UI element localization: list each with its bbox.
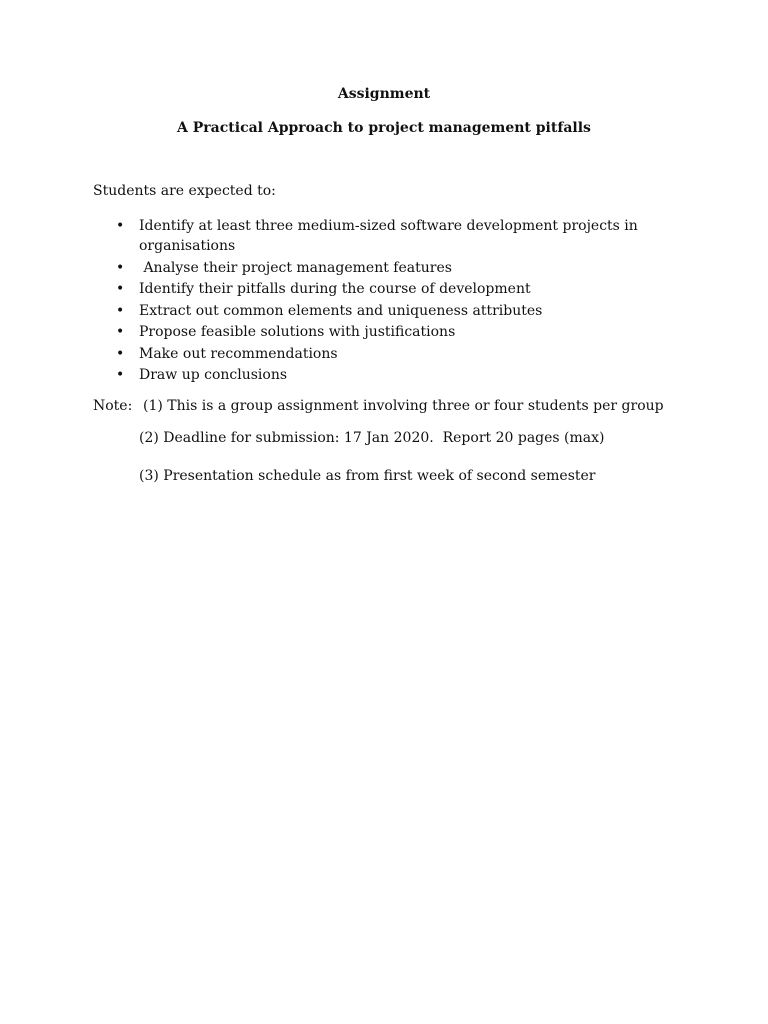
list-item <box>0 279 639 299</box>
list-item <box>0 216 639 256</box>
document-heading: Assignment <box>337 86 431 102</box>
list-item <box>0 344 639 364</box>
bullet-icon: • <box>116 281 125 297</box>
list-item <box>0 365 639 385</box>
note-label: Note: <box>93 398 133 414</box>
bullet-icon: • <box>116 302 125 319</box>
requirements-list <box>0 216 768 387</box>
list-item-text: Extract out common elements and uniqueness attributes <box>139 302 543 319</box>
list-item <box>0 258 639 278</box>
list-item-text: Identify their pitfalls during the course of development <box>139 281 531 297</box>
bullet-icon: • <box>116 345 125 362</box>
list-item-text: Draw up conclusions <box>139 367 288 383</box>
bullet-icon: • <box>116 218 125 234</box>
list-item-text: Analyse their project management features <box>139 259 452 276</box>
note-item: (3) Presentation schedule as from first week of second semester <box>139 468 596 484</box>
bullet-icon: • <box>116 259 125 276</box>
document-subheading: A Practical Approach to project management pitfalls <box>177 120 591 136</box>
list-item-text: Propose feasible solutions with justifications <box>139 324 456 340</box>
bullet-icon: • <box>116 324 125 340</box>
note-row <box>93 398 664 414</box>
note-item: (1) This is a group assignment involving three or four students per group <box>143 398 664 414</box>
list-item <box>0 301 639 321</box>
bullet-icon: • <box>116 367 125 383</box>
note-item: (2) Deadline for submission: 17 Jan 2020. Report 20 pages (max) <box>139 430 605 446</box>
list-item-text: Make out recommendations <box>139 345 338 362</box>
list-item <box>0 322 639 342</box>
intro-text: Students are expected to: <box>93 183 276 199</box>
list-item-text: Identify at least three medium-sized software development projects in organisations <box>139 218 638 254</box>
